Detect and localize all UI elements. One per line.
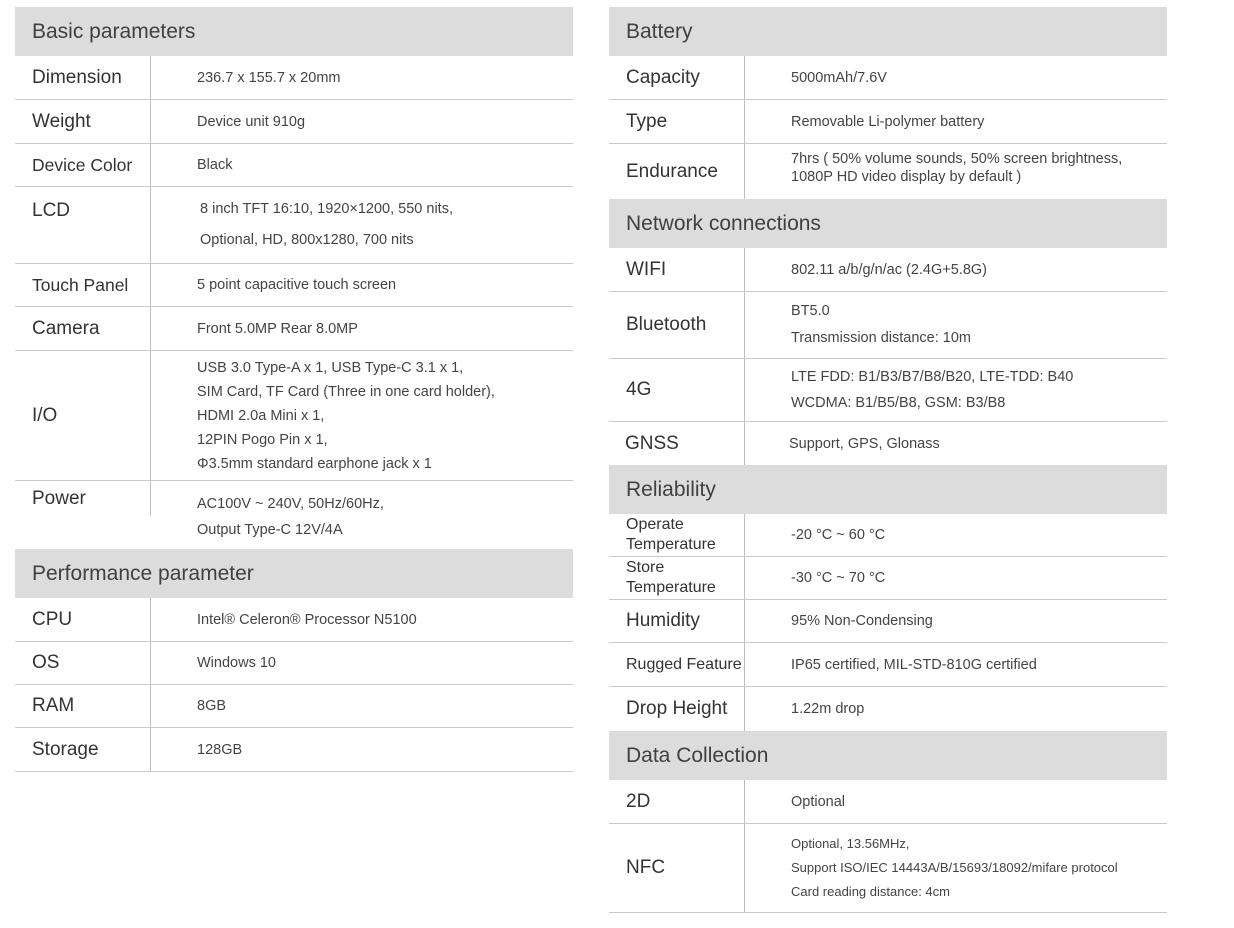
spec-value-line: IP65 certified, MIL-STD-810G certified	[791, 656, 1037, 673]
spec-label: Weight	[15, 100, 151, 143]
spec-row-capacity	[609, 56, 1167, 100]
spec-value-line: -30 °C ~ 70 °C	[791, 570, 886, 586]
spec-label: Drop Height	[609, 687, 745, 731]
spec-value-line: -20 °C ~ 60 °C	[791, 527, 886, 543]
spec-value	[745, 144, 1122, 199]
spec-value-line: 8GB	[197, 698, 227, 714]
spec-value-line: Card reading distance: 4cm	[791, 884, 950, 899]
spec-value-line: 95% Non-Condensing	[791, 613, 933, 629]
spec-label: Operate Temperature	[609, 514, 745, 556]
spec-value-line: Optional, HD, 800x1280, 700 nits	[200, 232, 414, 248]
spec-value	[151, 187, 453, 263]
spec-row-power	[15, 481, 573, 549]
spec-label: Dimension	[15, 56, 151, 99]
spec-row-bluetooth	[609, 292, 1167, 359]
spec-value	[151, 351, 495, 480]
spec-value-line: 1080P HD video display by default )	[791, 169, 1022, 185]
spec-value	[151, 56, 340, 99]
spec-value	[151, 144, 232, 186]
spec-value-line: 802.11 a/b/g/n/ac (2.4G+5.8G)	[791, 261, 988, 278]
left-column	[15, 7, 573, 772]
spec-value-line: USB 3.0 Type-A x 1, USB Type-C 3.1 x 1,	[197, 359, 464, 376]
spec-value	[151, 307, 358, 350]
spec-value-line: 5000mAh/7.6V	[791, 69, 887, 86]
spec-row-rugged-feature	[609, 643, 1167, 687]
spec-row-wifi	[609, 248, 1167, 292]
spec-label: I/O	[15, 351, 151, 480]
spec-value	[151, 598, 417, 641]
spec-value	[151, 728, 242, 771]
spec-label: 2D	[609, 780, 745, 823]
spec-row-operate-temperature	[609, 514, 1167, 557]
spec-label: LCD	[15, 187, 151, 263]
spec-value-line: Support, GPS, Glonass	[789, 435, 940, 452]
spec-value	[745, 56, 887, 99]
spec-row-store-temperature	[609, 557, 1167, 600]
spec-row-touch-panel	[15, 264, 573, 307]
spec-label: NFC	[609, 824, 745, 912]
spec-label: Humidity	[609, 600, 745, 642]
section-title: Battery	[626, 19, 693, 43]
section-basic-parameters	[15, 7, 573, 56]
spec-row-device-color	[15, 144, 573, 187]
spec-row-endurance	[609, 144, 1167, 199]
spec-value-line: Windows 10	[197, 655, 276, 671]
spec-label: Store Temperature	[609, 557, 745, 599]
spec-label: Bluetooth	[609, 292, 745, 358]
spec-label: Endurance	[609, 144, 745, 199]
spec-value	[745, 422, 940, 465]
spec-value-line: 5 point capacitive touch screen	[197, 277, 397, 293]
spec-label: Device Color	[15, 144, 151, 186]
spec-label: Storage	[15, 728, 151, 771]
spec-row-io	[15, 351, 573, 481]
spec-value-line: 12PIN Pogo Pin x 1,	[197, 431, 328, 448]
spec-value	[151, 685, 226, 727]
section-title: Reliability	[626, 477, 716, 501]
spec-value	[745, 292, 971, 358]
spec-value-line: BT5.0	[791, 303, 830, 319]
spec-row-gnss	[609, 422, 1167, 465]
spec-row-2d	[609, 780, 1167, 824]
section-title: Network connections	[626, 211, 821, 235]
spec-value-line: 1.22m drop	[791, 701, 865, 717]
spec-value-line: Front 5.0MP Rear 8.0MP	[197, 320, 358, 337]
spec-row-camera	[15, 307, 573, 351]
spec-value-line: Intel® Celeron® Processor N5100	[197, 611, 417, 628]
spec-value-line: 7hrs ( 50% volume sounds, 50% screen brightness,	[791, 151, 1123, 167]
spec-value-line: WCDMA: B1/B5/B8, GSM: B3/B8	[791, 395, 1006, 411]
spec-label: Power	[15, 481, 151, 516]
spec-label: Capacity	[609, 56, 745, 99]
spec-label: GNSS	[609, 422, 745, 465]
spec-label: OS	[15, 642, 151, 684]
spec-row-weight	[15, 100, 573, 144]
spec-value	[745, 514, 885, 556]
spec-value	[151, 481, 384, 549]
spec-value	[745, 248, 987, 291]
spec-row-lcd	[15, 187, 573, 264]
section-reliability	[609, 465, 1167, 514]
spec-value-line: AC100V ~ 240V, 50Hz/60Hz,	[197, 496, 384, 512]
spec-row-nfc	[609, 824, 1167, 913]
spec-value-line: Optional	[791, 793, 846, 810]
section-network-connections	[609, 199, 1167, 248]
spec-label: RAM	[15, 685, 151, 727]
spec-value-line: 8 inch TFT 16:10, 1920×1200, 550 nits,	[200, 201, 453, 217]
spec-value-line: Optional, 13.56MHz,	[791, 836, 910, 851]
spec-value	[151, 264, 396, 306]
section-title: Data Collection	[626, 743, 769, 767]
spec-label: Camera	[15, 307, 151, 350]
spec-value-line: 128GB	[197, 741, 243, 758]
spec-row-drop-height	[609, 687, 1167, 731]
spec-value-line: Support ISO/IEC 14443A/B/15693/18092/mifare protocol	[791, 860, 1118, 875]
spec-value	[745, 100, 984, 143]
spec-value-line: Transmission distance: 10m	[791, 330, 971, 346]
spec-value-line: 236.7 x 155.7 x 20mm	[197, 69, 341, 86]
spec-row-dimension	[15, 56, 573, 100]
section-title: Performance parameter	[32, 561, 254, 585]
spec-value	[745, 687, 864, 731]
section-title: Basic parameters	[32, 19, 196, 43]
spec-label: Type	[609, 100, 745, 143]
spec-row-storage	[15, 728, 573, 772]
spec-value-line: LTE FDD: B1/B3/B7/B8/B20, LTE-TDD: B40	[791, 369, 1074, 385]
spec-value-line: SIM Card, TF Card (Three in one card holder),	[197, 383, 495, 400]
spec-value-line: Black	[197, 157, 233, 173]
spec-value-line: Removable Li-polymer battery	[791, 113, 985, 130]
spec-label: 4G	[609, 359, 745, 421]
spec-value	[745, 359, 1073, 421]
spec-value	[151, 642, 276, 684]
spec-label: WIFI	[609, 248, 745, 291]
spec-value	[745, 557, 885, 599]
right-column	[609, 7, 1167, 913]
spec-row-4g	[609, 359, 1167, 422]
spec-value	[745, 600, 933, 642]
spec-label: Rugged Feature	[609, 643, 745, 686]
spec-row-cpu	[15, 598, 573, 642]
spec-value-line: Output Type-C 12V/4A	[197, 522, 343, 538]
spec-value	[745, 824, 1118, 912]
section-battery	[609, 7, 1167, 56]
spec-label: CPU	[15, 598, 151, 641]
spec-value	[151, 100, 305, 143]
spec-value	[745, 780, 845, 823]
spec-row-ram	[15, 685, 573, 728]
section-performance-parameter	[15, 549, 573, 598]
spec-row-os	[15, 642, 573, 685]
spec-row-type	[609, 100, 1167, 144]
spec-label: Touch Panel	[15, 264, 151, 306]
spec-value-line: Device unit 910g	[197, 113, 306, 130]
spec-value	[745, 643, 1037, 686]
spec-row-humidity	[609, 600, 1167, 643]
section-data-collection	[609, 731, 1167, 780]
spec-value-line: Φ3.5mm standard earphone jack x 1	[197, 455, 432, 472]
spec-value-line: HDMI 2.0a Mini x 1,	[197, 407, 325, 424]
